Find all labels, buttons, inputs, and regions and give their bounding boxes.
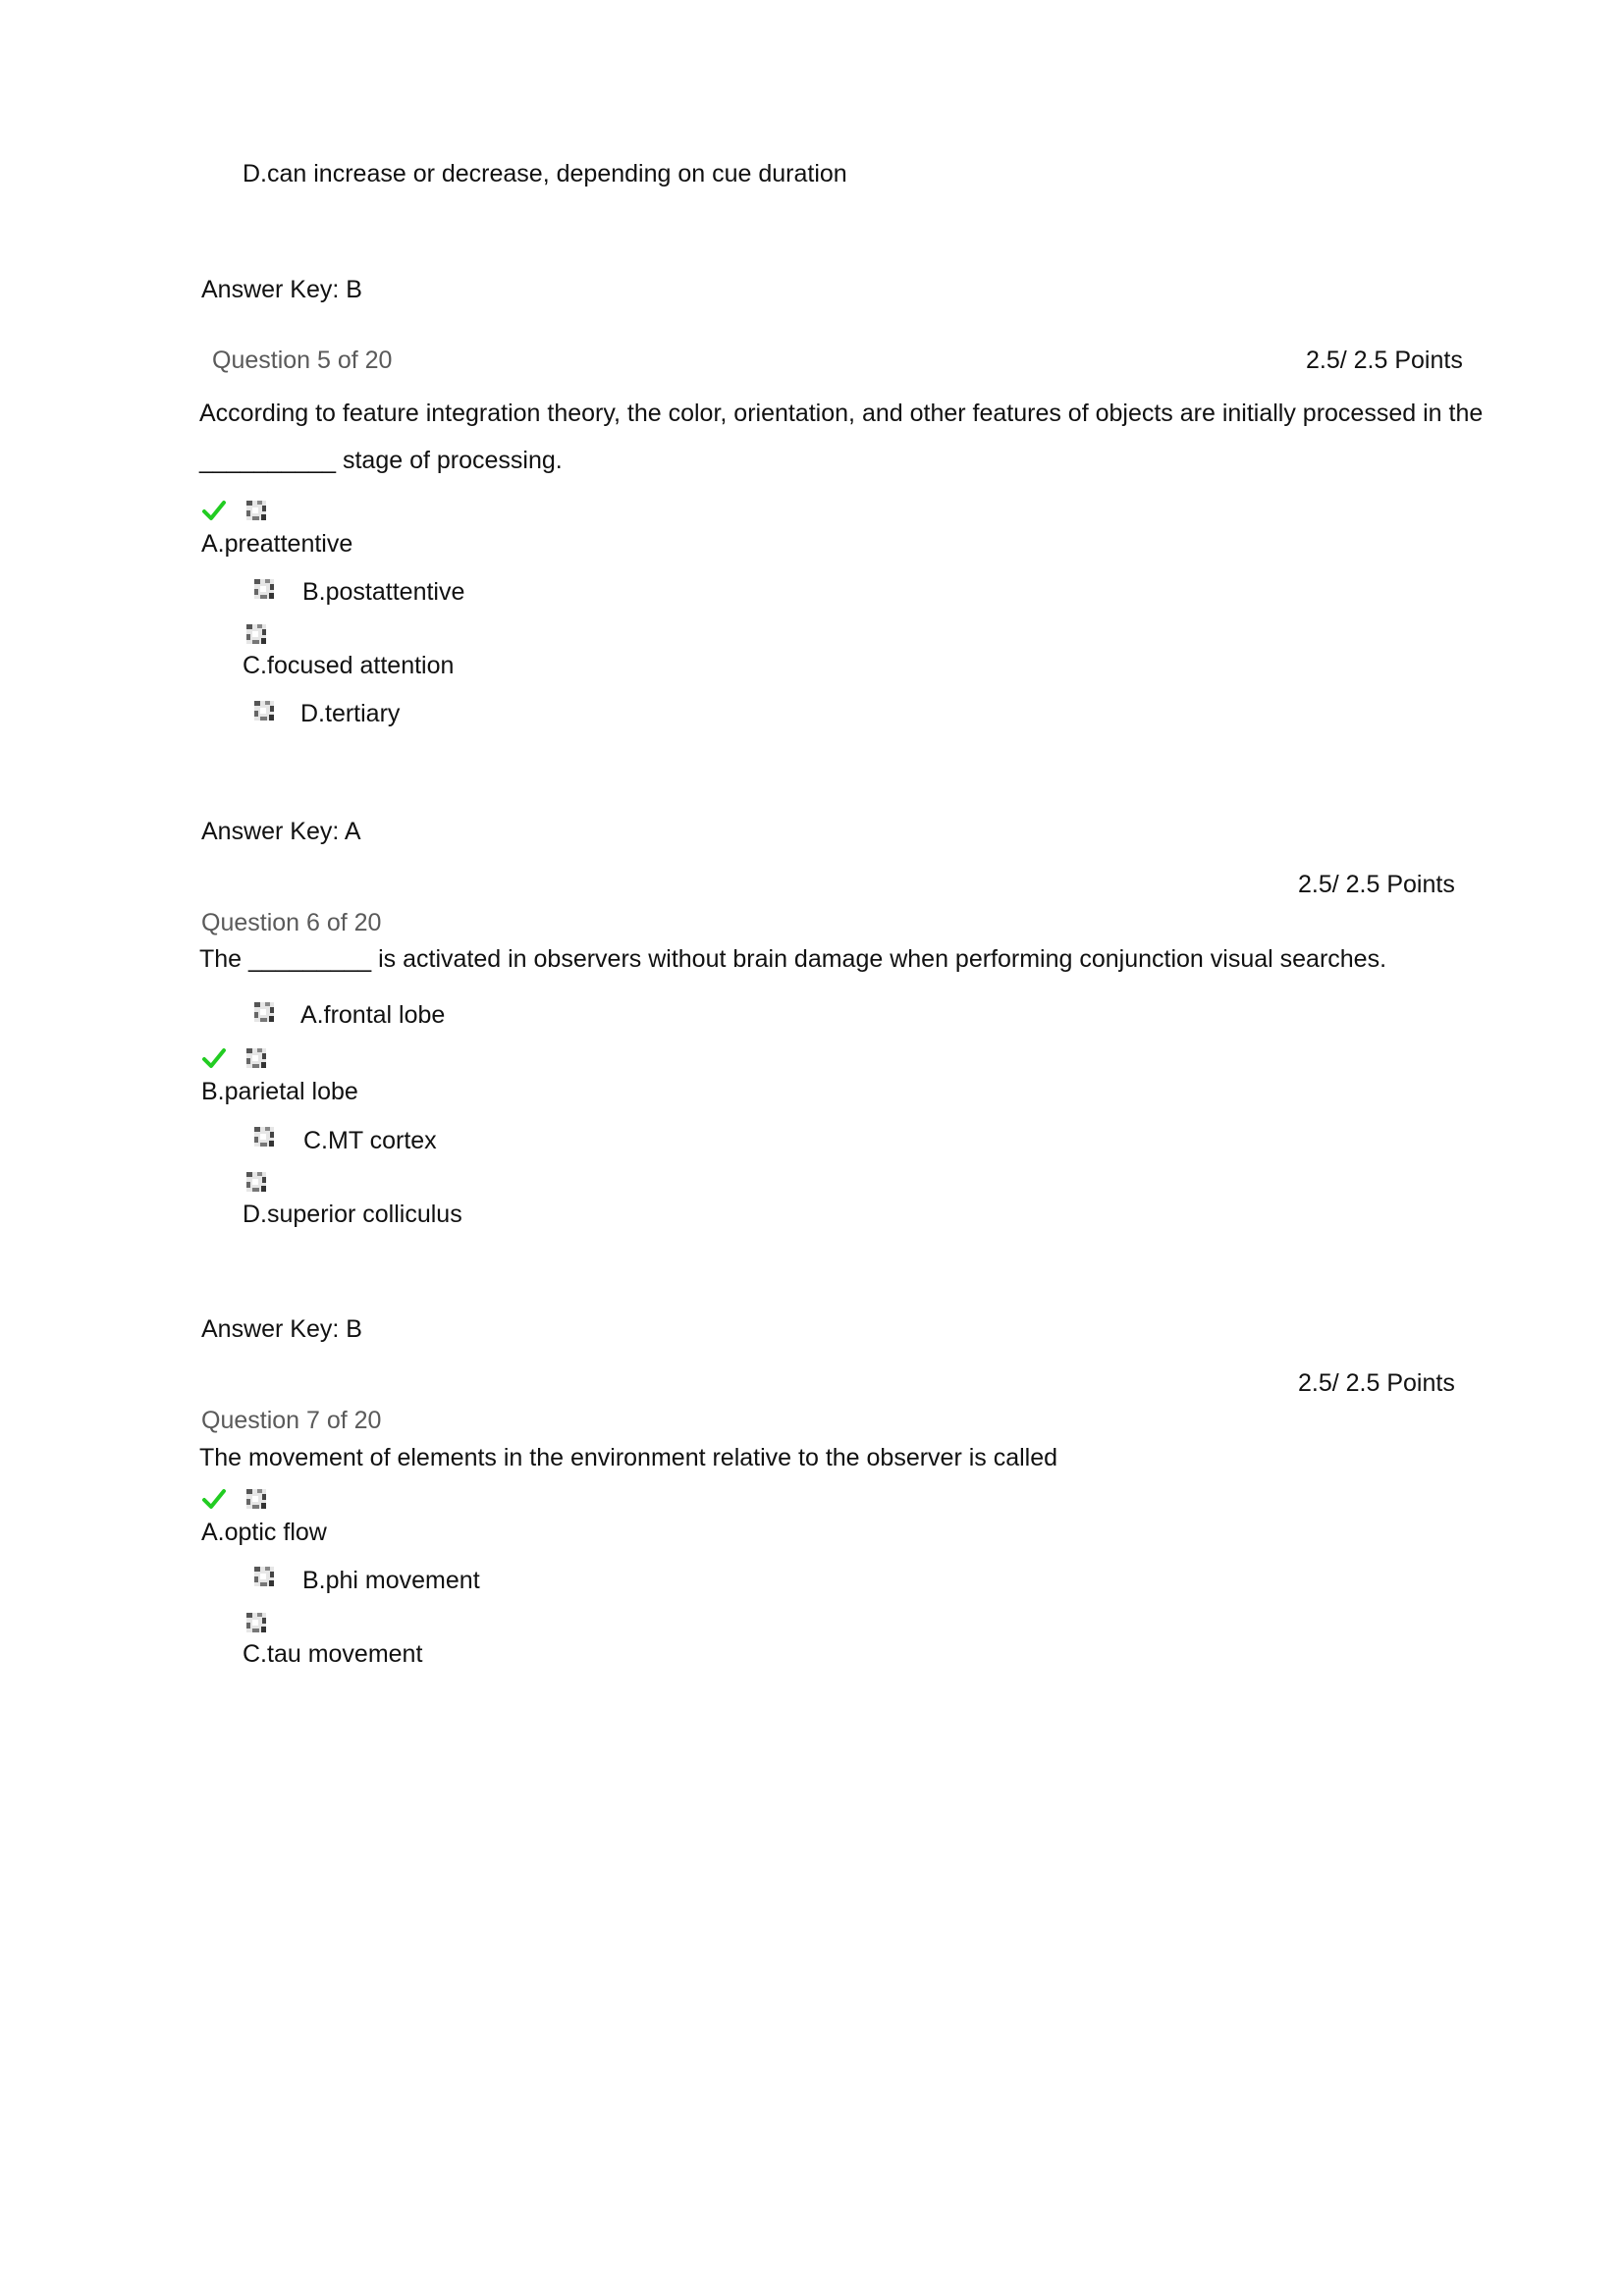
- option-label: D.superior colliculus: [243, 1201, 462, 1228]
- radio-button-icon[interactable]: [243, 1169, 269, 1195]
- question-text: The movement of elements in the environment relative to the observer is called: [199, 1444, 1058, 1471]
- radio-button-icon[interactable]: [251, 698, 277, 723]
- radio-button-icon[interactable]: [251, 999, 277, 1025]
- option-label: B.parietal lobe: [201, 1078, 358, 1105]
- check-icon: [201, 498, 227, 523]
- radio-button-icon[interactable]: [251, 576, 277, 602]
- option-label: C.tau movement: [243, 1640, 423, 1668]
- radio-button-icon[interactable]: [243, 1486, 269, 1512]
- answer-key: Answer Key: A: [201, 818, 361, 845]
- option-label: A.frontal lobe: [300, 1001, 446, 1029]
- question-number: Question 6 of 20: [201, 909, 382, 936]
- option-label: A.preattentive: [201, 530, 353, 558]
- check-icon: [201, 1045, 227, 1071]
- radio-button-icon[interactable]: [251, 1564, 277, 1589]
- option-label: D.can increase or decrease, depending on cue duration: [243, 160, 847, 187]
- check-icon: [201, 1486, 227, 1512]
- points-label: 2.5/ 2.5 Points: [1306, 347, 1463, 374]
- radio-button-icon[interactable]: [251, 1124, 277, 1149]
- radio-button-icon[interactable]: [243, 1610, 269, 1635]
- radio-button-icon[interactable]: [243, 621, 269, 647]
- option-label: C.MT cortex: [303, 1127, 437, 1154]
- question-text: The _________ is activated in observers without brain damage when performing conjunction visual searches.: [199, 945, 1387, 973]
- option-label: D.tertiary: [300, 700, 401, 727]
- points-label: 2.5/ 2.5 Points: [1298, 1369, 1455, 1397]
- option-label: A.optic flow: [201, 1519, 327, 1546]
- radio-button-icon[interactable]: [243, 1045, 269, 1071]
- question-number: Question 5 of 20: [212, 347, 393, 374]
- option-label: B.phi movement: [302, 1567, 480, 1594]
- question-number: Question 7 of 20: [201, 1407, 382, 1434]
- question-text: According to feature integration theory, the color, orientation, and other features of objects are initially processed in the __________ stage of processing.: [199, 400, 1484, 474]
- option-label: B.postattentive: [302, 578, 465, 606]
- radio-button-icon[interactable]: [243, 498, 269, 523]
- points-label: 2.5/ 2.5 Points: [1298, 871, 1455, 898]
- answer-key: Answer Key: B: [201, 1315, 362, 1343]
- option-label: C.focused attention: [243, 652, 455, 679]
- answer-key: Answer Key: B: [201, 276, 362, 303]
